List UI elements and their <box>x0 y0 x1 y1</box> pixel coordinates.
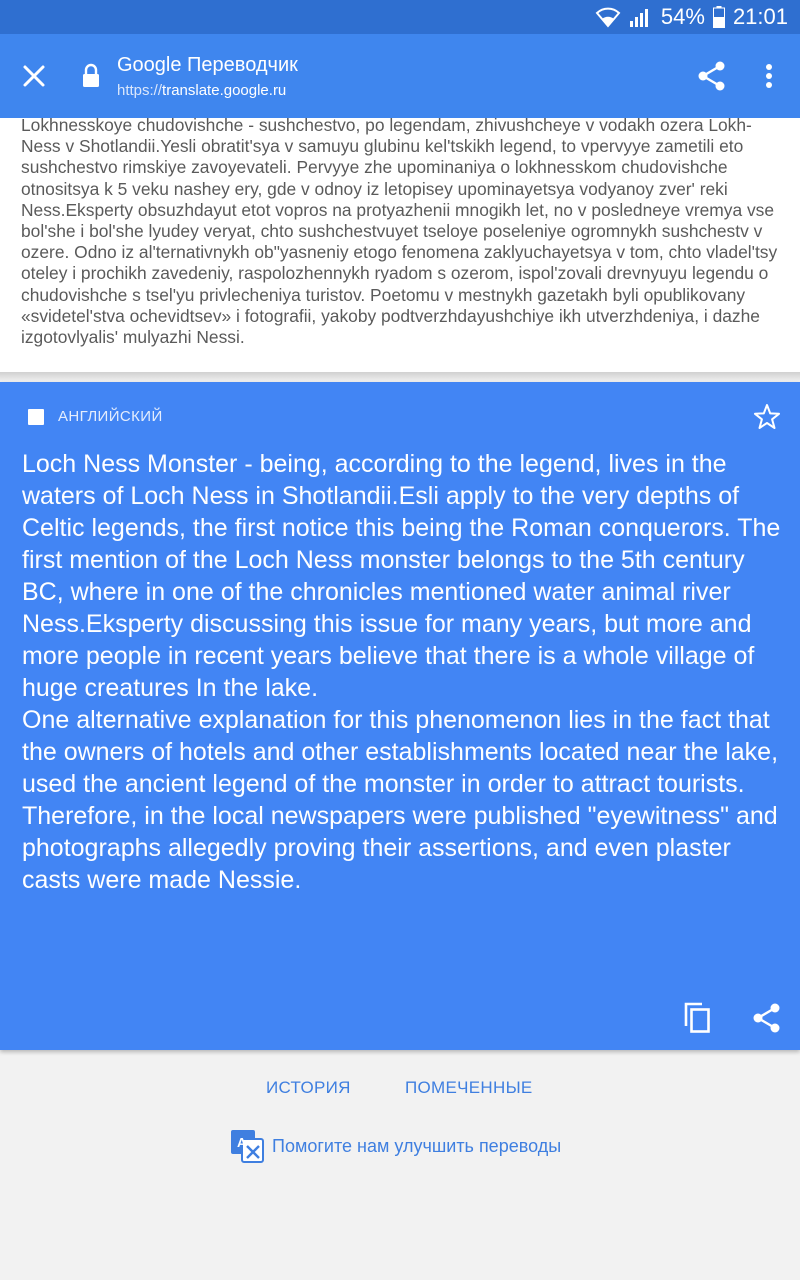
browser-toolbar <box>0 34 800 118</box>
source-text[interactable]: Lokhnesskoye chudovishche - sushchestvo, po legendam, zhivushcheye v vodakh ozera Lokh-Ness v Shotlandii.Yesli obratit'sya v samuyu glubinu kel'tskikh legend, to vpervyye zametili eto sushchestvo rimskiye zavoyevateli. Pervyye zhe upominaniya o lokhnesskom chudovishche otnositsya k 5 veku nashey ery, gde v odnoy iz letopisey upominayetsya vodyanoy zver' reki Ness.Eksperty obsuzhdayut etot vopros na protyazhenii mnogikh let, no v posledneye vremya vse bol'she i bol'she lyudey veryat, chto sushchestvuyet tseloye poseleniye ogromnykh sushchestv v ozere. Odno iz al'ternativnykh ob"yasneniy etogo fenomena zaklyuchayetsya v tom, chto vladel'tsy oteley i prochikh zavedeniy, raspolozhennykh ryadom s ozerom, ispol'zovali drevnyuyu legendu o chudovishche s tsel'yu privlecheniya turistov. Poetomu v mestnykh gazetakh byli opublikovany «svidetel'stva ochevidtsev» i fotografii, yakoby podtverzhdayushchiye ikh utverzhdeniya, i dazhe izgotovlyalis' mulyazhi Nessi. <box>21 118 778 348</box>
status-bar <box>0 0 800 34</box>
wifi-icon <box>595 6 621 28</box>
bottom-links <box>0 1078 800 1108</box>
translate-feedback-icon <box>230 1129 264 1163</box>
target-language-label: АНГЛИЙСКИЙ <box>58 408 163 425</box>
starred-link[interactable]: ПОМЕЧЕННЫЕ <box>405 1078 533 1097</box>
improve-translations-link[interactable] <box>230 1128 561 1164</box>
close-icon[interactable] <box>14 56 54 96</box>
page-url <box>117 82 286 99</box>
status-indicators <box>595 0 788 34</box>
battery-icon <box>713 6 725 28</box>
copy-icon[interactable] <box>682 1000 714 1036</box>
improve-translations-label: Помогите нам улучшить переводы <box>272 1135 562 1156</box>
star-outline-icon[interactable] <box>752 402 782 432</box>
translation-card <box>0 382 800 1050</box>
svg-text:A: A <box>237 1135 247 1150</box>
signal-icon <box>629 6 653 28</box>
url-host: translate.google.ru <box>162 82 287 99</box>
translation-text: Loch Ness Monster - being, according to the legend, lives in the waters of Loch Ness in Shotlandii.Esli apply to the very depths of Celtic legends, the first notice this being the Roman conquerors. The first mention of the Loch Ness monster belongs to the 5th century BC, where in one of the chronicles mentioned water animal river Ness.Eksperty discussing this issue for many years, but more and more people in recent years believe that there is a whole village of huge creatures In the lake. One alternative explanation for this phenomenon lies in the fact that the owners of hotels and other establishments located near the lake, used the ancient legend of the monster in order to attract tourists. Therefore, in the local newspapers were published "eyewitness" and photographs allegedly proving their assertions, and even plaster casts were made Nessie. <box>22 450 781 894</box>
page-title: Google Переводчик <box>117 54 298 76</box>
more-vert-icon[interactable] <box>754 58 784 94</box>
language-square-icon <box>28 409 44 425</box>
lock-icon <box>80 63 102 89</box>
url-scheme: https:// <box>117 82 163 99</box>
history-link[interactable]: ИСТОРИЯ <box>266 1078 351 1097</box>
battery-percent: 54% <box>660 4 705 29</box>
share-icon[interactable] <box>694 58 730 94</box>
divider <box>0 372 800 382</box>
clock: 21:01 <box>732 4 788 29</box>
source-text-panel[interactable] <box>0 118 800 372</box>
share-icon[interactable] <box>750 1000 784 1036</box>
